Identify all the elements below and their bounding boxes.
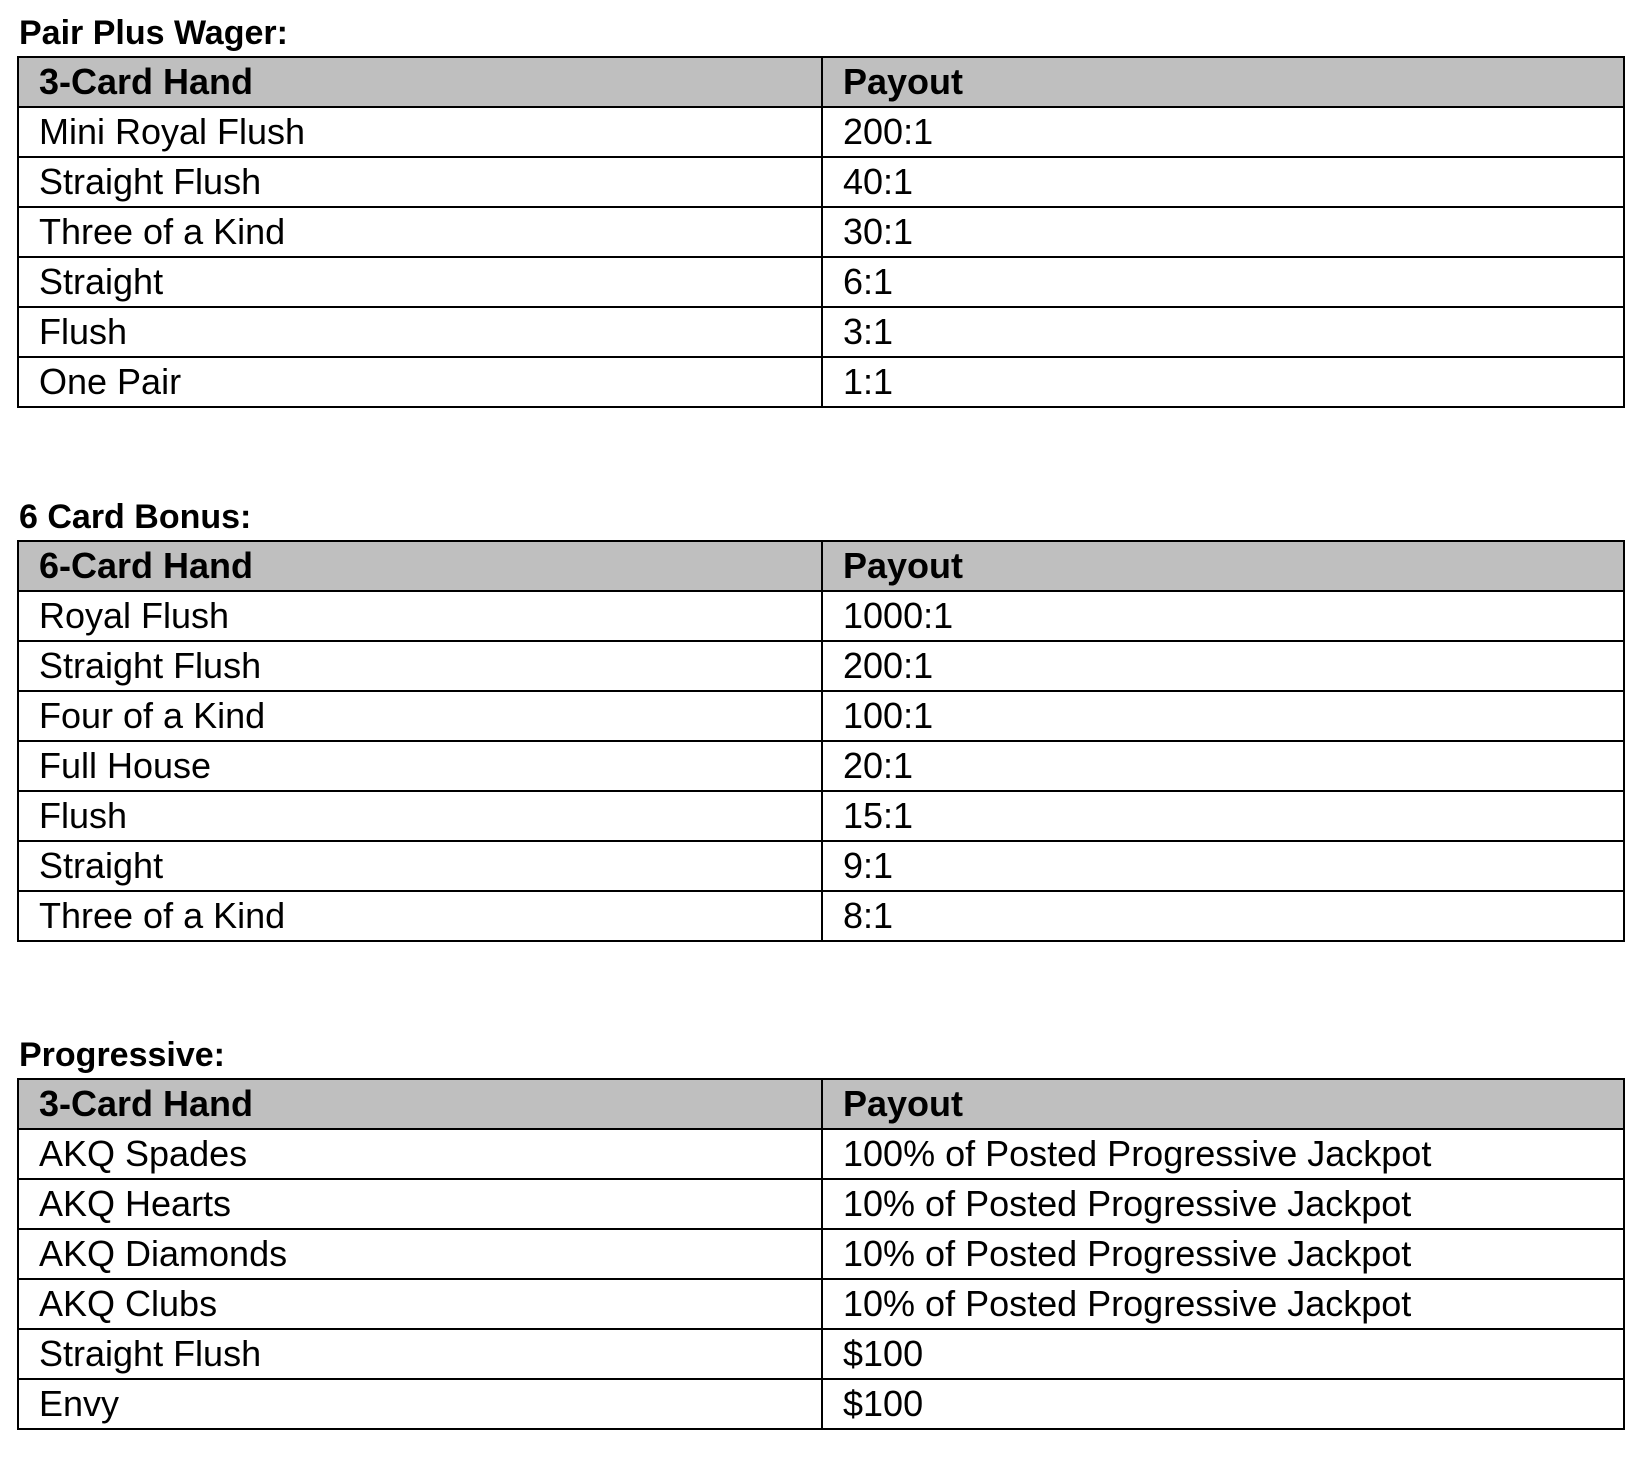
table-row [18,641,1624,691]
table-row [18,741,1624,791]
table-row [18,207,1624,257]
payout-cell: 10% of Posted Progressive Jackpot [822,1179,1624,1229]
table-row [18,841,1624,891]
payout-cell: 8:1 [822,891,1624,941]
hand-cell: Three of a Kind [18,207,822,257]
hand-cell: Straight Flush [18,641,822,691]
table-row [18,891,1624,941]
table-row [18,1129,1624,1179]
column-header-payout: Payout [822,57,1624,107]
table-row [18,591,1624,641]
table-row [18,357,1624,407]
payout-cell: 3:1 [822,307,1624,357]
payout-cell: 10% of Posted Progressive Jackpot [822,1229,1624,1279]
column-header-hand: 3-Card Hand [18,1079,822,1129]
payout-cell: 30:1 [822,207,1624,257]
table-row [18,691,1624,741]
payout-cell: 9:1 [822,841,1624,891]
hand-cell: Three of a Kind [18,891,822,941]
payout-cell: 100:1 [822,691,1624,741]
hand-cell: AKQ Clubs [18,1279,822,1329]
table-row [18,257,1624,307]
hand-cell: Mini Royal Flush [18,107,822,157]
payout-cell: 100% of Posted Progressive Jackpot [822,1129,1624,1179]
table-row [18,1229,1624,1279]
payout-cell: 40:1 [822,157,1624,207]
column-header-hand: 6-Card Hand [18,541,822,591]
table-row [18,791,1624,841]
hand-cell: Straight Flush [18,1329,822,1379]
progressive-title: Progressive: [19,1036,225,1074]
hand-cell: Full House [18,741,822,791]
hand-cell: Four of a Kind [18,691,822,741]
hand-cell: AKQ Hearts [18,1179,822,1229]
payout-cell: $100 [822,1329,1624,1379]
table-row [18,1279,1624,1329]
hand-cell: Flush [18,791,822,841]
table-row [18,307,1624,357]
payout-cell: 15:1 [822,791,1624,841]
hand-cell: Envy [18,1379,822,1429]
hand-cell: Straight [18,257,822,307]
pair-plus-table [17,56,1625,408]
hand-cell: Flush [18,307,822,357]
column-header-payout: Payout [822,541,1624,591]
pair-plus-title: Pair Plus Wager: [19,14,288,52]
table-header-row [18,1079,1624,1129]
table-row [18,157,1624,207]
table-row [18,1179,1624,1229]
hand-cell: AKQ Diamonds [18,1229,822,1279]
hand-cell: Straight Flush [18,157,822,207]
payout-cell: 200:1 [822,641,1624,691]
progressive-table [17,1078,1625,1430]
table-row [18,1329,1624,1379]
table-row [18,107,1624,157]
hand-cell: Royal Flush [18,591,822,641]
payout-cell: 20:1 [822,741,1624,791]
payout-cell: 10% of Posted Progressive Jackpot [822,1279,1624,1329]
payout-cell: 6:1 [822,257,1624,307]
column-header-payout: Payout [822,1079,1624,1129]
payout-cell: $100 [822,1379,1624,1429]
table-header-row [18,57,1624,107]
payout-cell: 1:1 [822,357,1624,407]
payout-cell: 1000:1 [822,591,1624,641]
hand-cell: AKQ Spades [18,1129,822,1179]
hand-cell: One Pair [18,357,822,407]
column-header-hand: 3-Card Hand [18,57,822,107]
six-card-bonus-title: 6 Card Bonus: [19,498,252,536]
table-header-row [18,541,1624,591]
six-card-bonus-table [17,540,1625,942]
hand-cell: Straight [18,841,822,891]
payout-cell: 200:1 [822,107,1624,157]
table-row [18,1379,1624,1429]
